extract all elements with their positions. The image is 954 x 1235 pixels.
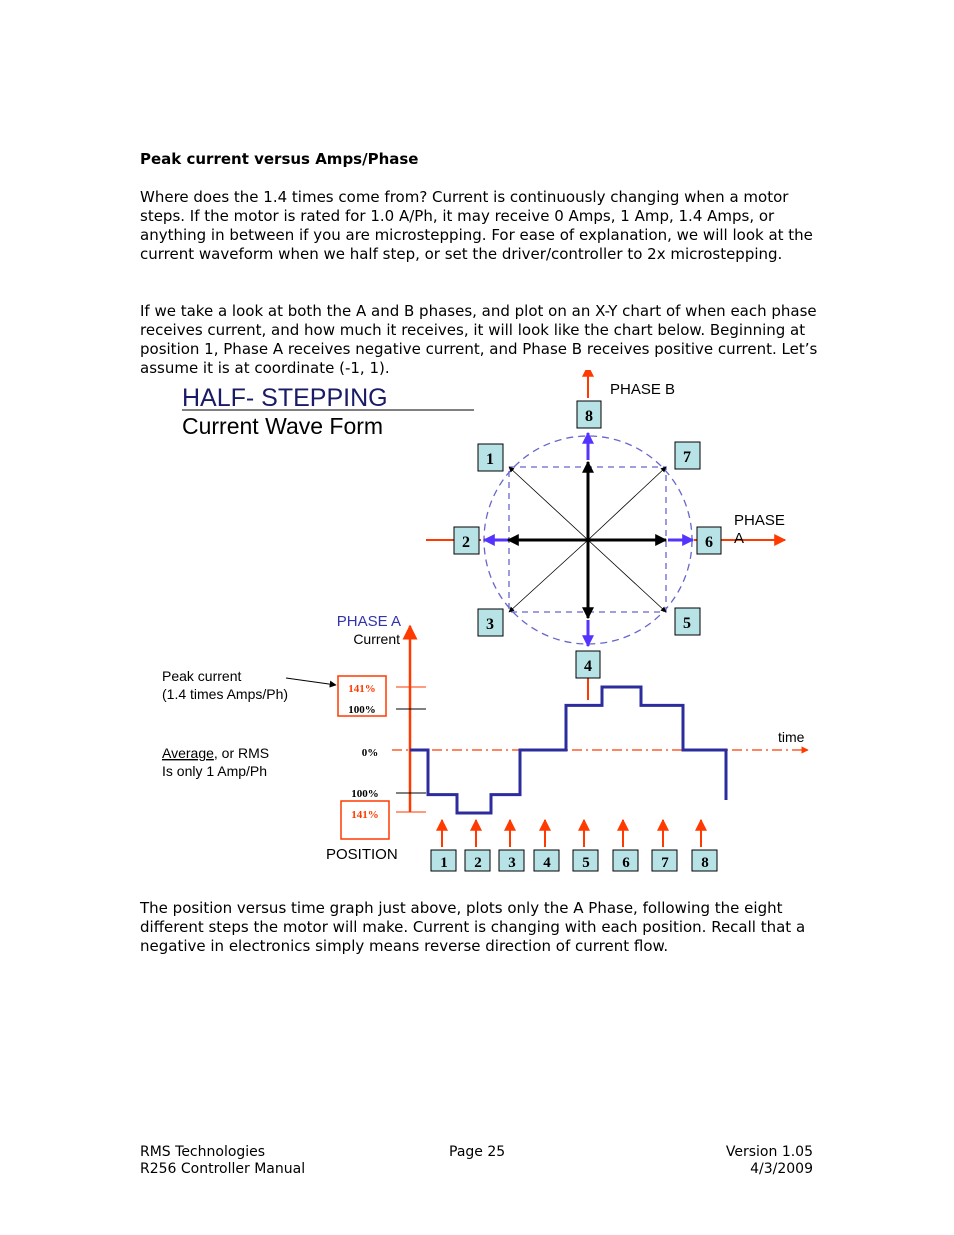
vector-to-3: [509, 540, 588, 612]
position-label: POSITION: [326, 846, 398, 863]
svg-text:6: 6: [705, 534, 713, 551]
position-arrows: [442, 820, 701, 847]
footer-right: [726, 1144, 813, 1178]
svg-text:3: 3: [486, 616, 494, 633]
svg-text:1: 1: [440, 855, 448, 871]
svg-text:5: 5: [683, 615, 691, 632]
tick-0: 0%: [361, 747, 379, 759]
position-box-bottom-3: [499, 850, 524, 871]
position-box-1: [478, 444, 503, 471]
svg-text:2: 2: [462, 534, 470, 551]
position-box-4: [576, 651, 600, 678]
paragraph-intro: Where does the 1.4 times come from? Current is continuously changing when a motor steps. If the motor is rated for 1.0 A/Ph, it may receive 0 Amps, 1 Amp, 1.4 Amps, or anything in between if you are microstepping. For ease of explanation, we will look at the current waveform when we half step, or set the driver/controller to 2x microstepping.: [140, 188, 813, 263]
vector-to-5: [588, 540, 666, 612]
position-box-bottom-7: [652, 850, 677, 871]
phase-a-label-letter: A: [734, 530, 745, 547]
peak-label: Peak current: [162, 668, 242, 684]
tick-141-bottom: 141%: [351, 809, 379, 821]
svg-text:1: 1: [486, 451, 494, 468]
position-box-bottom-5: [573, 850, 598, 871]
footer-center: [449, 1144, 505, 1161]
footer-left: [140, 1144, 305, 1178]
svg-text:8: 8: [585, 408, 593, 425]
footer-version: Version 1.05: [725, 1144, 813, 1160]
figure-subtitle: Current Wave Form: [182, 413, 384, 439]
time-label: time: [778, 729, 805, 745]
phase-b-label: PHASE B: [610, 381, 676, 398]
svg-text:7: 7: [661, 855, 669, 871]
footer-manual: R256 Controller Manual: [140, 1161, 306, 1177]
tick-100-bottom: 100%: [351, 788, 379, 800]
position-box-bottom-1: [431, 850, 456, 871]
current-label: Current: [353, 631, 400, 647]
paragraph-xy-chart: If we take a look at both the A and B phases, and plot on an X-Y chart of when each phase receives current, and how much it receives, it will look like the chart below. Beginning at position 1, Phase A receives negative current, and Phase B receives positive current. Let’s assume it is at coordinate (-1, 1).: [140, 302, 818, 377]
peak-label-2: (1.4 times Amps/Ph): [162, 686, 289, 702]
avg-label: Average, or RMS: [162, 745, 270, 761]
section-heading: Peak current versus Amps/Phase: [140, 150, 419, 168]
position-box-8: [577, 401, 601, 428]
phase-a-label: PHASE: [734, 512, 785, 529]
peak-pointer: [286, 678, 336, 685]
svg-text:3: 3: [508, 855, 516, 871]
vector-to-1: [509, 467, 588, 540]
vector-to-7: [588, 467, 666, 540]
footer-page: Page 25: [449, 1144, 506, 1160]
footer-company: RMS Technologies: [140, 1144, 266, 1160]
tick-100-top: 100%: [348, 704, 376, 716]
figure-title: HALF- STEPPING: [182, 384, 388, 412]
position-box-bottom-6: [613, 850, 638, 871]
position-box-bottom-2: [465, 850, 490, 871]
svg-text:8: 8: [701, 855, 709, 871]
phase-a-axis-label: PHASE A: [336, 613, 401, 630]
position-box-3: [478, 609, 503, 636]
position-box-2: [454, 527, 479, 554]
half-stepping-figure: [0, 370, 954, 880]
tick-141-top: 141%: [348, 683, 376, 695]
position-box-bottom-4: [534, 850, 559, 871]
position-box-bottom-8: [692, 850, 717, 871]
svg-text:7: 7: [683, 449, 691, 466]
svg-text:2: 2: [474, 855, 482, 871]
position-box-6: [697, 527, 721, 554]
svg-text:6: 6: [622, 855, 630, 871]
svg-text:4: 4: [584, 658, 592, 675]
svg-text:5: 5: [582, 855, 590, 871]
avg-label-2: Is only 1 Amp/Ph: [162, 763, 268, 779]
position-box-5: [675, 608, 700, 635]
paragraph-explanation: The position versus time graph just above, plots only the A Phase, following the eight different steps the motor will make. Current is changing with each position. Recall that a negative in electronics simply means reverse direction of current flow.: [140, 899, 806, 955]
svg-text:4: 4: [543, 855, 551, 871]
footer-date: 4/3/2009: [750, 1161, 813, 1177]
position-boxes-bottom: [431, 850, 717, 871]
position-box-7: [675, 442, 700, 469]
